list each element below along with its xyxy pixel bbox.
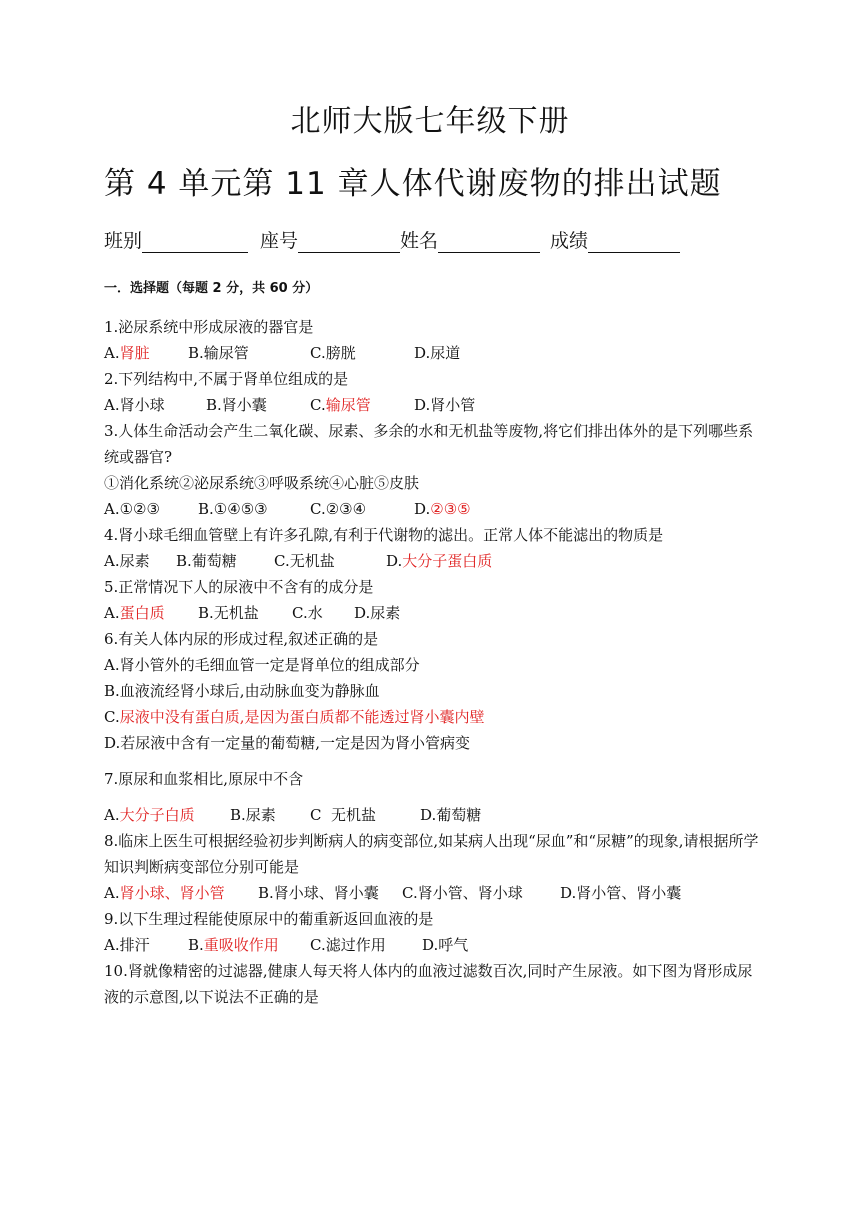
question-stem: 9.以下生理过程能使原尿中的葡重新返回血液的是 [104, 910, 434, 928]
question-stem: 8.临床上医生可根据经验初步判断病人的病变部位,如某病人出现“尿血”和“尿糖”的现象,请根据所学知识判断病变部位分别可能是 [104, 832, 759, 876]
score-label: 成绩 [550, 230, 589, 252]
option-b: B.无机盐 [198, 604, 259, 622]
question-stem: 3.人体生命活动会产生二氧化碳、尿素、多余的水和无机盐等废物,将它们排出体外的是下列哪些系统或器官? [104, 422, 754, 466]
score-blank[interactable] [588, 232, 680, 253]
option-c: C.②③④ [310, 500, 367, 518]
option-c: C.滤过作用 [310, 936, 386, 954]
page-title: 北师大版七年级下册 [290, 104, 570, 139]
option-d: D.呼气 [422, 936, 469, 954]
name-blank[interactable] [438, 232, 540, 253]
seat-blank[interactable] [298, 232, 400, 253]
option-d: D.肾小管 [414, 396, 476, 414]
option-row [104, 802, 764, 828]
question-stem: 10.肾就像精密的过滤器,健康人每天将人体内的血液过滤数百次,同时产生尿液。如下图为肾形成尿液的示意图,以下说法不正确的是 [104, 962, 753, 1006]
name-label: 姓名 [400, 230, 439, 252]
option-d: D.②③⑤ [414, 500, 471, 518]
option-row [104, 880, 764, 906]
option-b: B.葡萄糖 [176, 552, 237, 570]
question-stem: 4.肾小球毛细血管壁上有许多孔隙,有利于代谢物的滤出。正常人体不能滤出的物质是 [104, 526, 664, 544]
question-stem: 5.正常情况下人的尿液中不含有的成分是 [104, 578, 374, 596]
option-d: D.肾小管、肾小囊 [560, 884, 682, 902]
option-a: A.排汗 [104, 936, 150, 954]
option-c: C.肾小管、肾小球 [402, 884, 523, 902]
option-d: D.大分子蛋白质 [386, 552, 493, 570]
question-stem: 6.有关人体内尿的形成过程,叙述正确的是 [104, 630, 379, 648]
option-b: B.重吸收作用 [188, 936, 279, 954]
option-row [104, 340, 764, 366]
option-b: B.肾小球、肾小囊 [258, 884, 379, 902]
option-row [104, 496, 764, 522]
option-row [104, 600, 764, 626]
option-c: C.水 [292, 604, 323, 622]
option-a: A.大分子白质 [104, 806, 195, 824]
option-a: A.尿素 [104, 552, 150, 570]
option-b: B.肾小囊 [206, 396, 267, 414]
option-b: B.①④⑤③ [198, 500, 268, 518]
option-c: C.无机盐 [274, 552, 335, 570]
option-a: A.肾小管外的毛细血管一定是肾单位的组成部分 [104, 656, 420, 674]
option-d: D.葡萄糖 [420, 806, 482, 824]
question-stem: 1.泌尿系统中形成尿液的器官是 [104, 318, 314, 336]
option-d: D.尿素 [354, 604, 401, 622]
section-heading: 一．选择题（每题 2 分，共 60 分） [104, 281, 319, 296]
option-c: C.输尿管 [310, 396, 371, 414]
option-c: C.尿液中没有蛋白质,是因为蛋白质都不能透过肾小囊内壁 [104, 708, 485, 726]
seat-label: 座号 [260, 230, 299, 252]
question-items: ①消化系统②泌尿系统③呼吸系统④心脏⑤皮肤 [104, 474, 420, 492]
option-row [104, 932, 764, 958]
option-c: C 无机盐 [310, 806, 377, 824]
option-a: A.肾小球 [104, 396, 165, 414]
class-blank[interactable] [142, 232, 248, 253]
option-row [104, 392, 764, 418]
option-d: D.尿道 [414, 344, 461, 362]
question-list [104, 314, 764, 1010]
option-a: A.肾小球、肾小管 [104, 884, 225, 902]
option-c: C.膀胱 [310, 344, 356, 362]
page-subtitle: 第 4 单元第 11 章人体代谢废物的排出试题 [104, 166, 722, 202]
option-a: A.①②③ [104, 500, 160, 518]
question-stem: 2.下列结构中,不属于肾单位组成的是 [104, 370, 349, 388]
student-info-row [104, 226, 680, 253]
question-stem: 7.原尿和血浆相比,原尿中不含 [104, 770, 304, 788]
option-d: D.若尿液中含有一定量的葡萄糖,一定是因为肾小管病变 [104, 734, 471, 752]
option-a: A.肾脏 [104, 344, 150, 362]
option-b: B.尿素 [230, 806, 276, 824]
option-b: B.输尿管 [188, 344, 249, 362]
option-row [104, 548, 764, 574]
option-a: A.蛋白质 [104, 604, 165, 622]
class-label: 班别 [104, 230, 143, 252]
option-b: B.血液流经肾小球后,由动脉血变为静脉血 [104, 682, 380, 700]
